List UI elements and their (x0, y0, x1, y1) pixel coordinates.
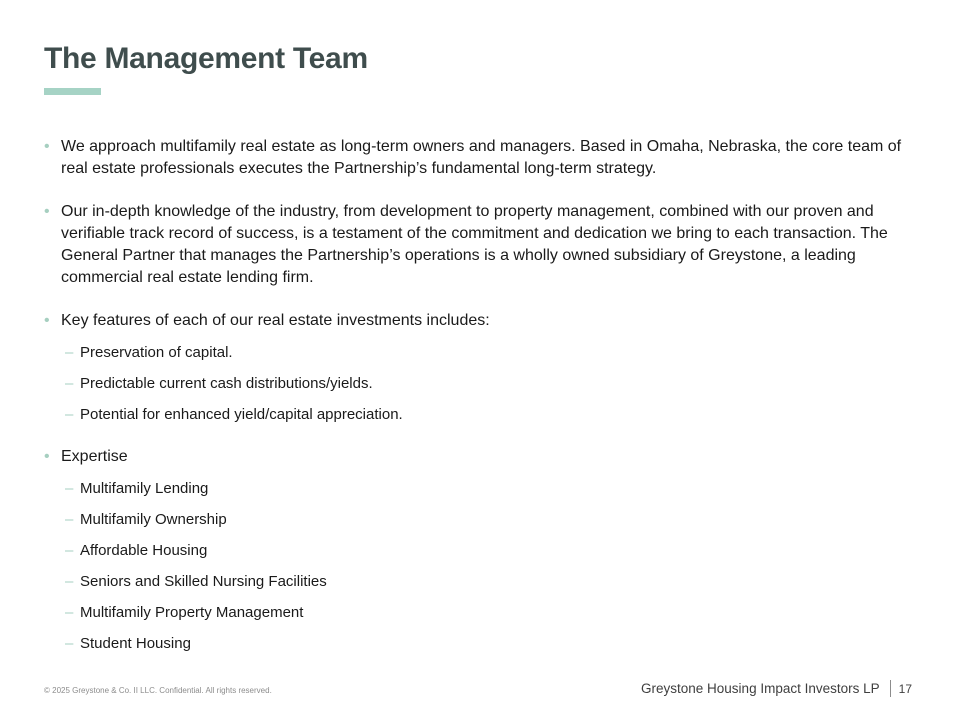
bullet-text: Expertise (61, 448, 128, 465)
footer-divider (890, 680, 891, 697)
bullet-item (44, 136, 912, 180)
copyright-text: © 2025 Greystone & Co. II LLC. Confidential. All rights reserved. (44, 686, 272, 695)
bullet-icon: • (44, 448, 50, 465)
sub-bullet-item (61, 373, 912, 394)
bullet-text: Key features of each of our real estate investments includes: (61, 312, 490, 329)
bullet-body (61, 136, 912, 180)
bullet-icon: • (44, 312, 50, 329)
dash-icon: – (65, 480, 74, 497)
sub-bullet-text: Multifamily Property Management (80, 604, 304, 621)
dash-icon: – (65, 344, 74, 361)
dash-icon: – (65, 604, 74, 621)
sub-bullet-item (61, 509, 912, 530)
sub-bullet-text: Student Housing (80, 635, 191, 652)
dash-icon: – (65, 375, 74, 392)
sub-bullet-item (61, 571, 912, 592)
sub-bullet-item (61, 404, 912, 425)
bullet-body (61, 310, 912, 425)
sub-bullet-item (61, 540, 912, 561)
sub-bullet-text: Affordable Housing (80, 542, 208, 559)
sub-bullet-text: Seniors and Skilled Nursing Facilities (80, 573, 327, 590)
bullet-icon: • (44, 138, 50, 155)
bullet-body (61, 201, 912, 289)
footer-company-name: Greystone Housing Impact Investors LP (641, 681, 880, 696)
dash-icon: – (65, 635, 74, 652)
page-number: 17 (898, 681, 912, 696)
sub-bullet-item (61, 633, 912, 654)
sub-bullet-text: Predictable current cash distributions/yields. (80, 375, 373, 392)
dash-icon: – (65, 573, 74, 590)
sub-bullet-text: Multifamily Lending (80, 480, 209, 497)
sub-bullet-text: Potential for enhanced yield/capital appreciation. (80, 406, 403, 423)
footer-right (641, 680, 912, 697)
bullet-icon: • (44, 203, 50, 220)
sub-bullet-item (61, 602, 912, 623)
bullet-text: Our in-depth knowledge of the industry, from development to property management, combined with our proven and verifiable track record of success, is a testament of the commitment and dedication we bring to each transaction. The General Partner that manages the Partnership’s operations is a wholly owned subsidiary of Greystone, a leading commercial real estate lending firm. (61, 203, 888, 286)
dash-icon: – (65, 406, 74, 423)
sub-bullet-item (61, 342, 912, 363)
dash-icon: – (65, 542, 74, 559)
bullet-item (44, 201, 912, 289)
title-accent-bar (44, 88, 101, 95)
bullet-item (44, 446, 912, 654)
slide-title: The Management Team (44, 42, 368, 75)
dash-icon: – (65, 511, 74, 528)
sub-bullet-item (61, 478, 912, 499)
sub-bullet-text: Multifamily Ownership (80, 511, 227, 528)
bullet-list (44, 136, 912, 675)
bullet-body (61, 446, 912, 654)
bullet-item (44, 310, 912, 425)
sub-bullet-text: Preservation of capital. (80, 344, 233, 361)
bullet-text: We approach multifamily real estate as long-term owners and managers. Based in Omaha, Nebraska, the core team of real estate professionals executes the Partnership’s fundamental long-term strategy. (61, 138, 902, 177)
